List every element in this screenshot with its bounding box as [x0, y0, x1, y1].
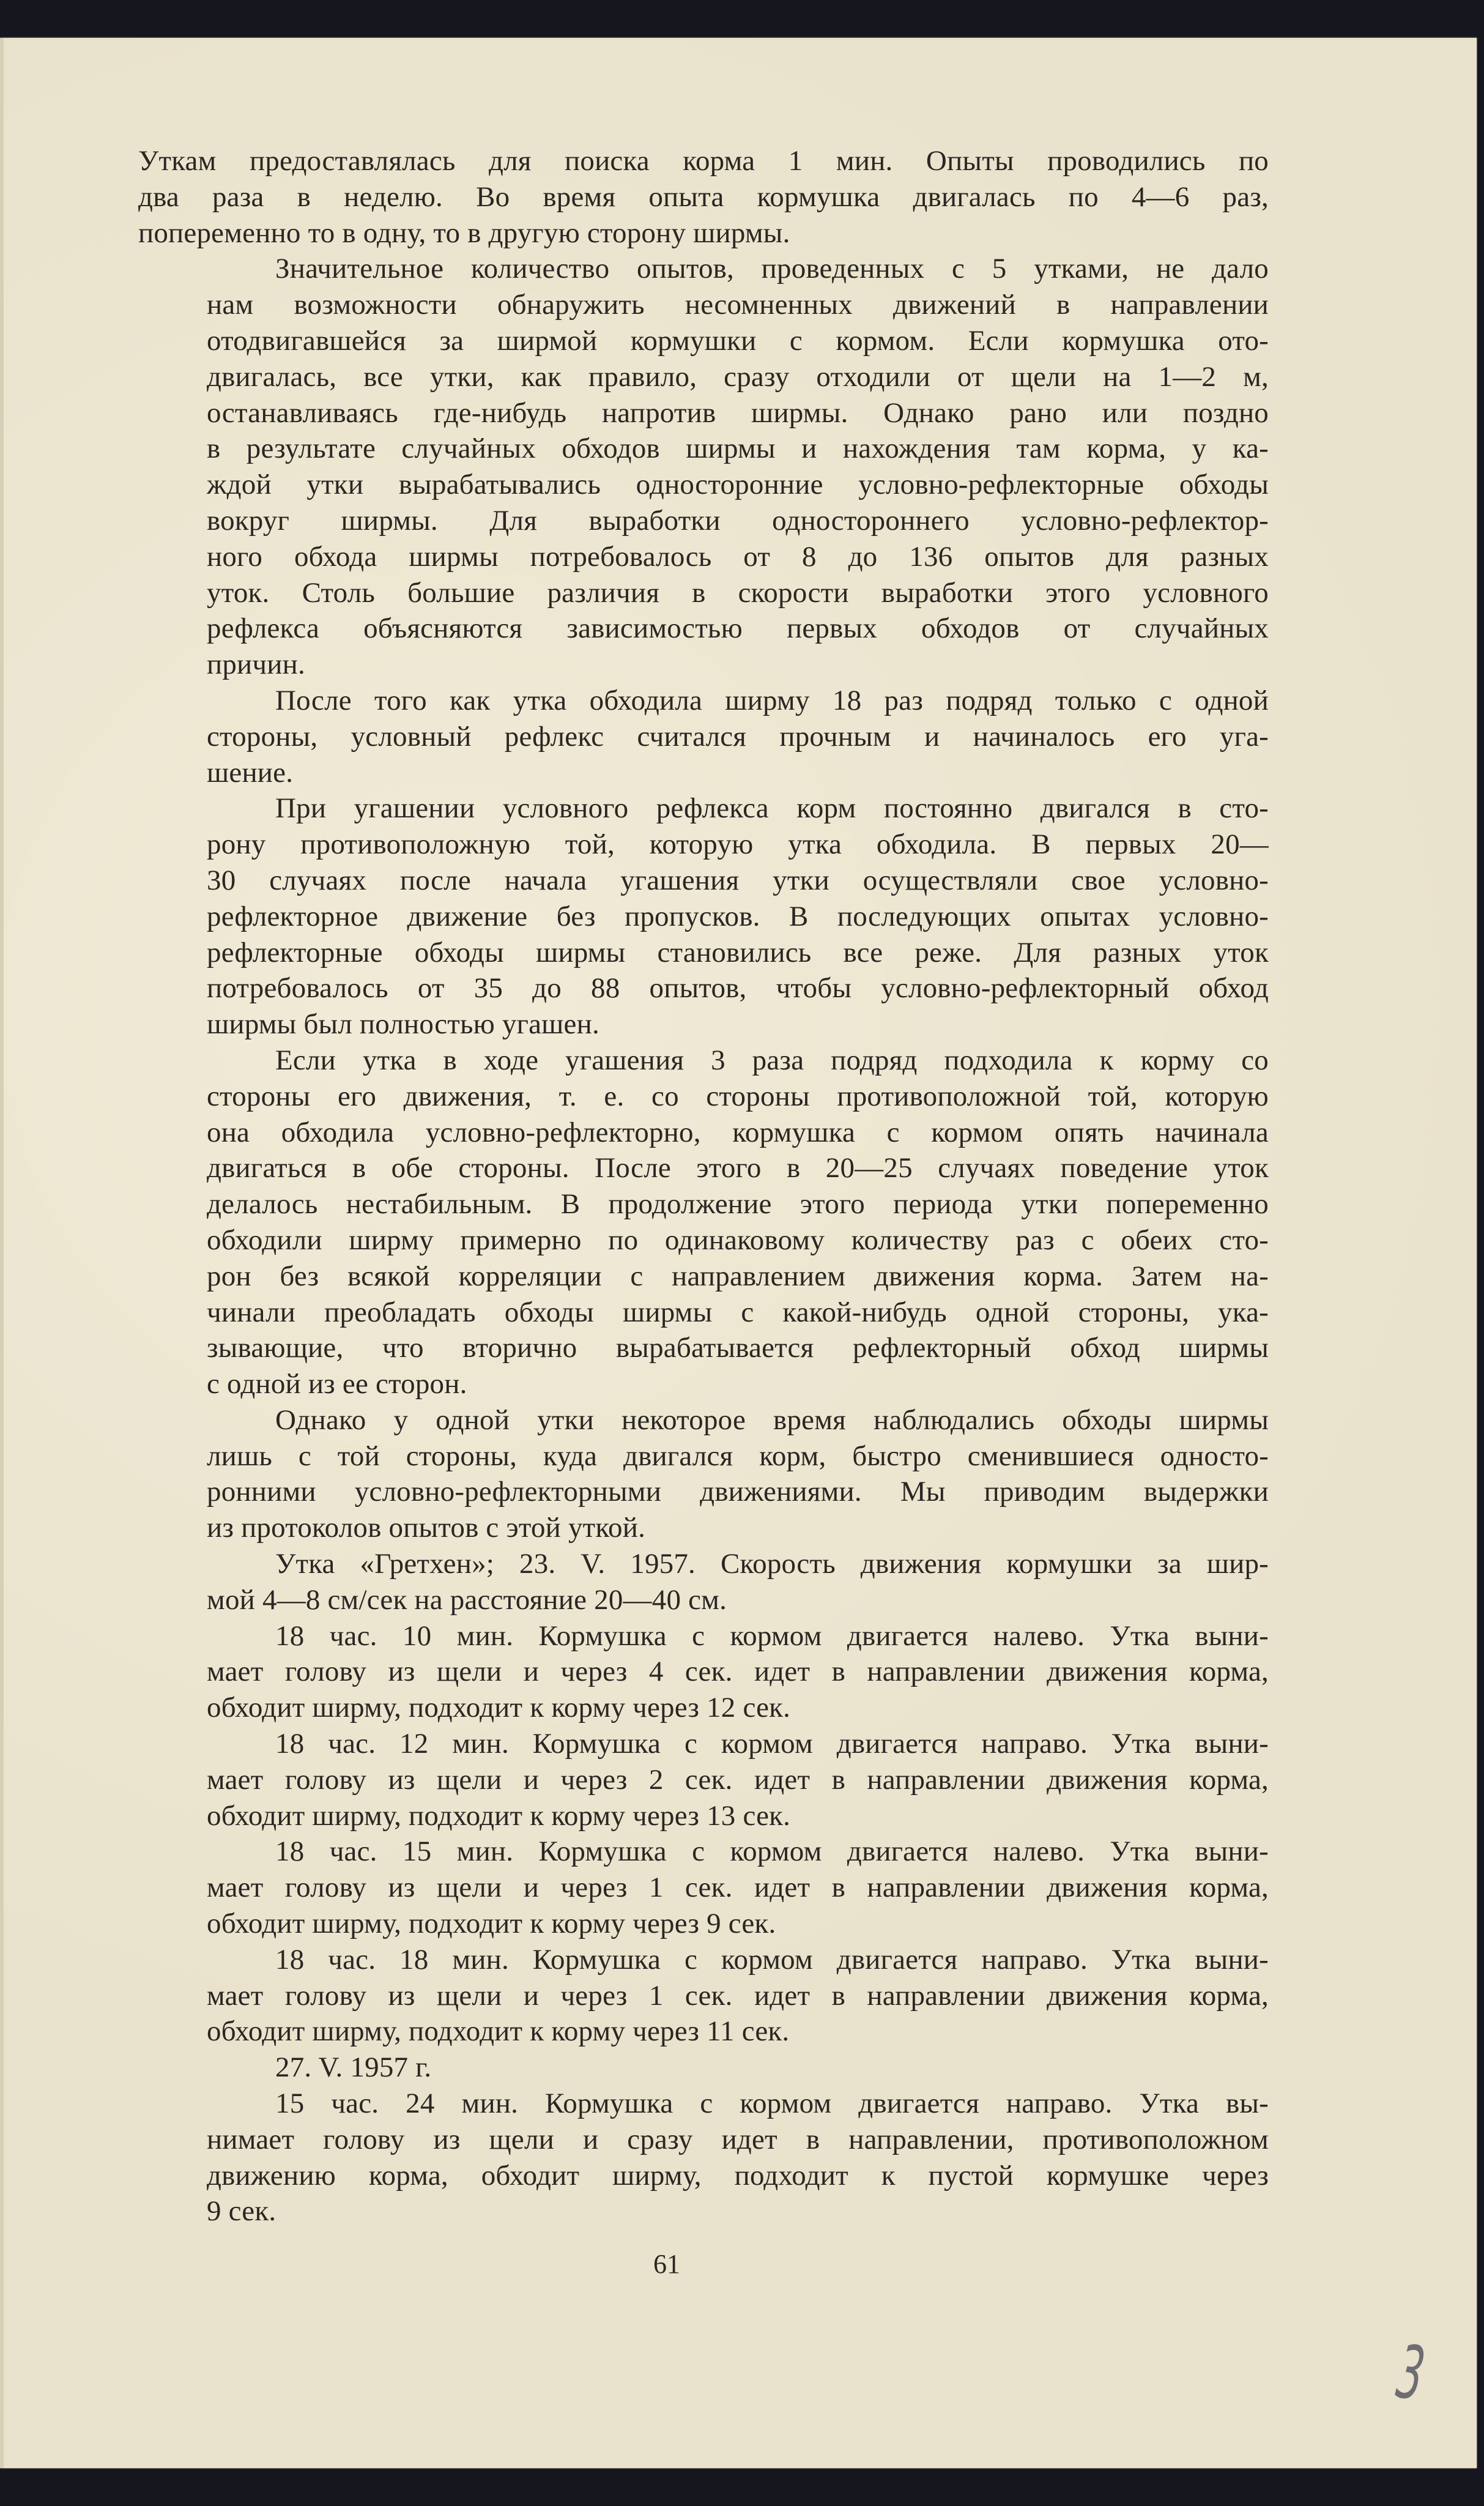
paragraph: [138, 683, 1269, 790]
text-line: она обходила условно-рефлекторно, кормушка с кормом опять начинала: [207, 1116, 1269, 1148]
text-line: шение.: [207, 756, 294, 789]
text-line: 27. V. 1957 г.: [275, 2051, 432, 2084]
paragraph: [138, 143, 1269, 251]
text-line: делалось нестабильным. В продолжение этого периода утки попеременно: [207, 1188, 1269, 1221]
text-line: 18 час. 18 мин. Кормушка с кормом двигается направо. Утка выни-: [275, 1943, 1269, 1976]
text-line: ронними условно-рефлекторными движениями. Мы приводим выдержки: [207, 1476, 1269, 1508]
text-line: попеременно то в одну, то в другую сторону ширмы.: [138, 217, 790, 249]
paragraph: [138, 251, 1269, 683]
paragraph: [138, 1942, 1269, 2050]
text-line: из протоколов опытов с этой уткой.: [207, 1512, 646, 1544]
text-line: ждой утки вырабатывались односторонние условно-рефлекторные обходы: [207, 469, 1269, 501]
page-edge: [0, 38, 4, 2468]
text-line: Однако у одной утки некоторое время наблюдались обходы ширмы: [275, 1404, 1269, 1436]
paragraph: [138, 1546, 1269, 1618]
text-line: стороны, условный рефлекс считался прочным и начиналось его уга-: [207, 720, 1269, 753]
text-line: чинали преобладать обходы ширмы с какой-нибудь одной стороны, ука-: [207, 1296, 1269, 1328]
paragraph: [138, 1043, 1269, 1402]
text-line: двигалась, все утки, как правило, сразу отходили от щели на 1—2 м,: [207, 360, 1269, 393]
text-line: отодвигавшейся за ширмой кормушки с кормом. Если кормушка ото-: [207, 324, 1269, 357]
text-line: 18 час. 15 мин. Кормушка с кормом двигается налево. Утка выни-: [275, 1835, 1269, 1868]
text-line: ного обхода ширмы потребовалось от 8 до 136 опытов для разных: [207, 540, 1269, 573]
text-line: стороны его движения, т. е. со стороны противоположной той, которую: [207, 1080, 1269, 1112]
handwritten-mark: 3: [1392, 2329, 1430, 2418]
text-line: 18 час. 10 мин. Кормушка с кормом двигается налево. Утка выни-: [275, 1619, 1269, 1652]
paragraph: [138, 790, 1269, 1043]
text-line: движению корма, обходит ширму, подходит к пустой кормушке через: [207, 2159, 1269, 2192]
text-line: ширмы был полностью угашен.: [207, 1008, 599, 1041]
text-line: с одной из ее сторон.: [207, 1368, 467, 1400]
text-line: мает голову из щели и через 1 сек. идет в направлении движения корма,: [207, 1872, 1269, 1904]
text-line: Значительное количество опытов, проведенных с 5 утками, не дало: [275, 253, 1269, 285]
text-line: нам возможности обнаружить несомненных движений в направлении: [207, 289, 1269, 321]
text-line: Уткам предоставлялась для поиска корма 1 мин. Опыты проводились по: [138, 145, 1269, 177]
text-line: рефлекторные обходы ширмы становились все реже. Для разных уток: [207, 936, 1269, 969]
text-line: обходит ширму, подходит к корму через 11 сек.: [207, 2015, 790, 2048]
text-line: обходит ширму, подходит к корму через 12 сек.: [207, 1692, 791, 1724]
text-line: зывающие, что вторично вырабатывается рефлекторный обход ширмы: [207, 1332, 1269, 1364]
paragraph: [138, 2086, 1269, 2229]
text-line: два раза в неделю. Во время опыта кормушка двигалась по 4—6 раз,: [138, 180, 1269, 213]
text-line: мой 4—8 см/сек на расстояние 20—40 см.: [207, 1583, 727, 1616]
paragraph: [138, 1618, 1269, 1726]
text-line: вокруг ширмы. Для выработки одностороннего условно-рефлектор-: [207, 504, 1269, 537]
text-line: уток. Столь большие различия в скорости выработки этого условного: [207, 576, 1269, 609]
text-line: причин.: [207, 649, 305, 681]
text-line: потребовалось от 35 до 88 опытов, чтобы условно-рефлекторный обход: [207, 972, 1269, 1005]
text-line: нимает голову из щели и сразу идет в направлении, противоположном: [207, 2123, 1269, 2155]
page-number: 61: [653, 2249, 680, 2279]
text-line: рефлекса объясняются зависимостью первых обходов от случайных: [207, 612, 1269, 645]
text-line: 9 сек.: [207, 2195, 276, 2228]
text-line: обходили ширму примерно по одинаковому количеству раз с обеих сто-: [207, 1224, 1269, 1256]
text-line: мает голову из щели и через 4 сек. идет в направлении движения корма,: [207, 1656, 1269, 1688]
text-line: После того как утка обходила ширму 18 раз подряд только с одной: [275, 684, 1269, 716]
text-line: останавливаясь где-нибудь напротив ширмы. Однако рано или поздно: [207, 396, 1269, 429]
text-line: лишь с той стороны, куда двигался корм, быстро сменившиеся односто-: [207, 1440, 1269, 1472]
text-line: 15 час. 24 мин. Кормушка с кормом двигается направо. Утка вы-: [275, 2088, 1269, 2120]
body-text: [138, 143, 1269, 2229]
text-line: Если утка в ходе угашения 3 раза подряд подходила к корму со: [275, 1044, 1269, 1076]
paragraph: [138, 2050, 1269, 2086]
text-line: двигаться в обе стороны. После этого в 20—25 случаях поведение уток: [207, 1152, 1269, 1184]
text-line: мает голову из щели и через 1 сек. идет в направлении движения корма,: [207, 1979, 1269, 2012]
paragraph: [138, 1834, 1269, 1941]
text-line: 30 случаях после начала угашения утки осуществляли свое условно-: [207, 864, 1269, 896]
text-line: в результате случайных обходов ширмы и нахождения там корма, у ка-: [207, 433, 1269, 465]
text-line: рону противоположную той, которую утка обходила. В первых 20—: [207, 828, 1269, 861]
paragraph: [138, 1726, 1269, 1834]
text-line: рефлекторное движение без пропусков. В последующих опытах условно-: [207, 900, 1269, 932]
text-line: При угашении условного рефлекса корм постоянно двигался в сто-: [275, 792, 1269, 825]
text-line: рон без всякой корреляции с направлением движения корма. Затем на-: [207, 1260, 1269, 1292]
text-line: 18 час. 12 мин. Кормушка с кормом двигается направо. Утка выни-: [275, 1728, 1269, 1760]
text-line: мает голову из щели и через 2 сек. идет в направлении движения корма,: [207, 1763, 1269, 1796]
text-line: обходит ширму, подходит к корму через 9 сек.: [207, 1908, 776, 1940]
text-line: Утка «Гретхен»; 23. V. 1957. Скорость движения кормушки за шир-: [275, 1548, 1269, 1580]
paragraph: [138, 1402, 1269, 1546]
text-line: обходит ширму, подходит к корму через 13 сек.: [207, 1799, 791, 1832]
